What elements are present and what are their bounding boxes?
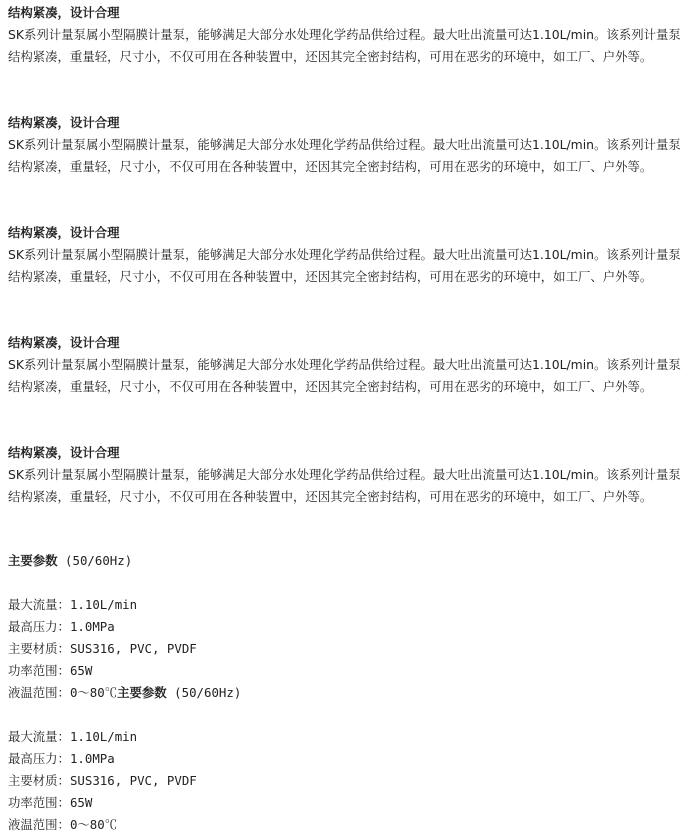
param-power — [8, 792, 692, 814]
params-frequency: (50/60Hz) — [57, 553, 133, 568]
param-max-flow — [8, 594, 692, 616]
param-temperature — [8, 682, 692, 704]
param-material — [8, 638, 692, 660]
feature-body: SK系列计量泵属小型隔膜计量泵，能够满足大部分水处理化学药品供给过程。最大吐出流量可达1.10L/min。该系列计量泵结构紧凑，重量轻，尺寸小，不仅可用在各种装置中，还因其完全密封结构，可用在恶劣的环境中，如工厂、户外等。 — [8, 137, 681, 174]
param-label: 主要材质： — [8, 641, 70, 656]
param-max-pressure — [8, 748, 692, 770]
param-label: 最大流量： — [8, 729, 70, 744]
param-label: 液温范围： — [8, 685, 70, 700]
param-label: 液温范围： — [8, 817, 70, 832]
params-title: 主要参数 — [117, 685, 167, 700]
params-title: 主要参数 — [8, 553, 58, 568]
params-frequency: (50/60Hz) — [166, 685, 242, 700]
param-temperature — [8, 814, 692, 836]
feature-heading: 结构紧凑，设计合理 — [8, 115, 120, 130]
param-label: 主要材质： — [8, 773, 70, 788]
param-value: 0～80℃ — [69, 685, 118, 700]
param-label: 最高压力： — [8, 751, 70, 766]
feature-section — [8, 0, 692, 110]
param-value: 0～80℃ — [69, 817, 118, 832]
param-value: 1.10L/min — [69, 597, 138, 612]
feature-section — [8, 330, 692, 440]
param-value: 1.0MPa — [69, 751, 115, 766]
feature-heading: 结构紧凑，设计合理 — [8, 445, 120, 460]
param-value: SUS316, PVC, PVDF — [69, 773, 197, 788]
product-description — [8, 0, 692, 832]
params-title-line — [8, 550, 692, 572]
param-label: 功率范围： — [8, 795, 70, 810]
param-label: 功率范围： — [8, 663, 70, 678]
feature-heading: 结构紧凑，设计合理 — [8, 225, 120, 240]
feature-body: SK系列计量泵属小型隔膜计量泵，能够满足大部分水处理化学药品供给过程。最大吐出流量可达1.10L/min。该系列计量泵结构紧凑，重量轻，尺寸小，不仅可用在各种装置中，还因其完全密封结构，可用在恶劣的环境中，如工厂、户外等。 — [8, 467, 681, 504]
param-power — [8, 660, 692, 682]
parameters-section — [8, 550, 692, 836]
param-label: 最高压力： — [8, 619, 70, 634]
param-label: 最大流量： — [8, 597, 70, 612]
param-value: SUS316, PVC, PVDF — [69, 641, 197, 656]
param-max-pressure — [8, 616, 692, 638]
feature-heading: 结构紧凑，设计合理 — [8, 335, 120, 350]
feature-section — [8, 220, 692, 330]
feature-body: SK系列计量泵属小型隔膜计量泵，能够满足大部分水处理化学药品供给过程。最大吐出流量可达1.10L/min。该系列计量泵结构紧凑，重量轻，尺寸小，不仅可用在各种装置中，还因其完全密封结构，可用在恶劣的环境中，如工厂、户外等。 — [8, 27, 681, 64]
param-value: 65W — [69, 795, 93, 810]
param-material — [8, 770, 692, 792]
param-value: 1.0MPa — [69, 619, 115, 634]
feature-body: SK系列计量泵属小型隔膜计量泵，能够满足大部分水处理化学药品供给过程。最大吐出流量可达1.10L/min。该系列计量泵结构紧凑，重量轻，尺寸小，不仅可用在各种装置中，还因其完全密封结构，可用在恶劣的环境中，如工厂、户外等。 — [8, 357, 681, 394]
feature-section — [8, 110, 692, 220]
feature-body: SK系列计量泵属小型隔膜计量泵，能够满足大部分水处理化学药品供给过程。最大吐出流量可达1.10L/min。该系列计量泵结构紧凑，重量轻，尺寸小，不仅可用在各种装置中，还因其完全密封结构，可用在恶劣的环境中，如工厂、户外等。 — [8, 247, 681, 284]
param-value: 1.10L/min — [69, 729, 138, 744]
feature-section — [8, 440, 692, 550]
param-value: 65W — [69, 663, 93, 678]
feature-heading: 结构紧凑，设计合理 — [8, 5, 120, 20]
param-max-flow — [8, 726, 692, 748]
